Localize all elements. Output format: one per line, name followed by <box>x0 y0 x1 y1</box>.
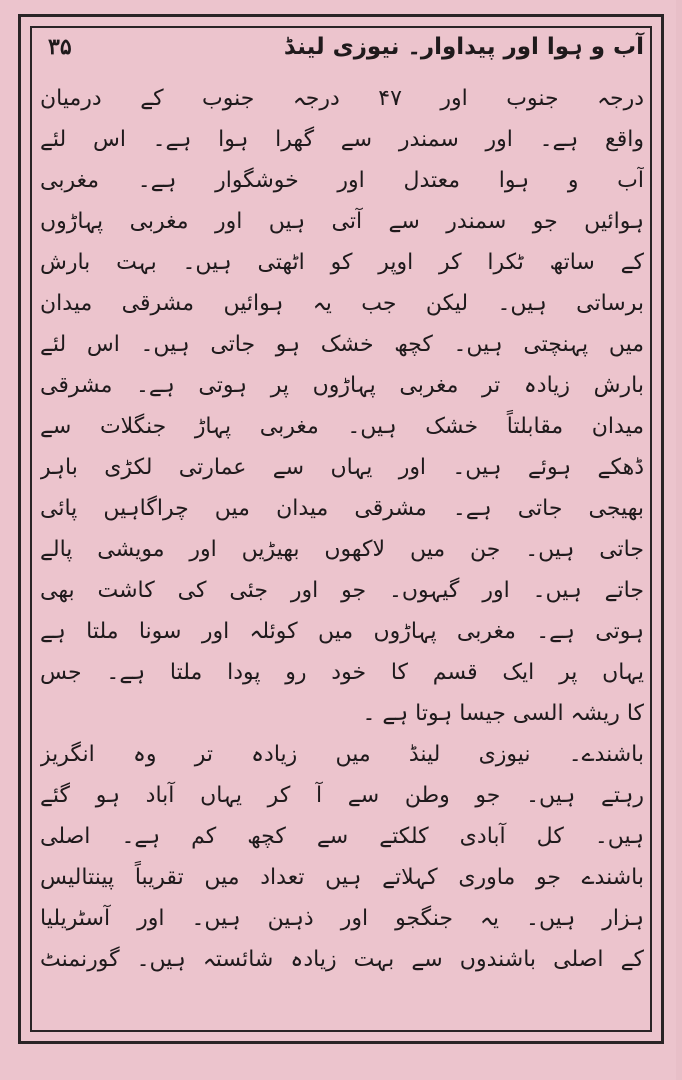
text-line: جاتی ہیں۔ جن میں لاکھوں بھیڑیں اور مویشی پالے <box>40 537 644 562</box>
text-line: یہاں پر ایک قسم کا خود رو پودا ملتا ہے۔ جس <box>40 660 644 685</box>
text-line: بارش زیادہ تر مغربی پہاڑوں پر ہوتی ہے۔ مشرقی <box>40 373 644 398</box>
text-line: بھیجی جاتی ہے۔ مشرقی میدان میں چراگاہیں پائی <box>40 496 644 521</box>
page-edge <box>676 0 682 1080</box>
text-line: جاتے ہیں۔ اور گیہوں۔ جو اور جئی کی کاشت بھی <box>40 578 644 603</box>
text-line: ہوائیں جو سمندر سے آتی ہیں اور مغربی پہاڑوں <box>40 209 644 234</box>
page-header <box>40 34 644 78</box>
text-line: میں پہنچتی ہیں۔ کچھ خشک ہو جاتی ہیں۔ اس لئے <box>40 332 644 357</box>
text-line: ڈھکے ہوئے ہیں۔ اور یہاں سے عمارتی لکڑی باہر <box>40 455 644 480</box>
text-line: ہیں۔ کل آبادی کلکتے سے کچھ کم ہے۔ اصلی <box>40 824 644 849</box>
text-line: کے اصلی باشندوں سے بہت زیادہ شائستہ ہیں۔ گورنمنٹ <box>40 947 644 972</box>
text-line: درجہ جنوب اور ۴۷ درجہ جنوب کے درمیان <box>40 86 644 111</box>
text-line: ہوتی ہے۔ مغربی پہاڑوں میں کوئلہ اور سونا ملتا ہے <box>40 619 644 644</box>
text-line: واقع ہے۔ اور سمندر سے گھرا ہوا ہے۔ اس لئے <box>40 127 644 152</box>
page-heading: آب و ہوا اور پیداوار۔ نیوزی لینڈ <box>283 34 644 60</box>
text-line: رہتے ہیں۔ جو وطن سے آ کر یہاں آباد ہو گئے <box>40 783 644 808</box>
page-number: ۳۵ <box>48 34 72 60</box>
text-line: میدان مقابلتاً خشک ہیں۔ مغربی پہاڑ جنگلات سے <box>40 414 644 439</box>
page-content <box>40 34 644 980</box>
text-line: برساتی ہیں۔ لیکن جب یہ ہوائیں مشرقی میدان <box>40 291 644 316</box>
text-line: آب و ہوا معتدل اور خوشگوار ہے۔ مغربی <box>40 168 644 193</box>
text-line: کے ساتھ ٹکرا کر اوپر کو اٹھتی ہیں۔ بہت بارش <box>40 250 644 275</box>
text-line: کا ریشہ السی جیسا ہوتا ہے ۔ <box>362 701 644 726</box>
text-line: باشندے جو ماوری کہلاتے ہیں تعداد میں تقریباً پینتالیس <box>40 865 644 890</box>
text-line: ہزار ہیں۔ یہ جنگجو اور ذہین ہیں۔ اور آسٹریلیا <box>40 906 644 931</box>
text-line: باشندے۔ نیوزی لینڈ میں زیادہ تر وہ انگریز <box>40 742 644 767</box>
